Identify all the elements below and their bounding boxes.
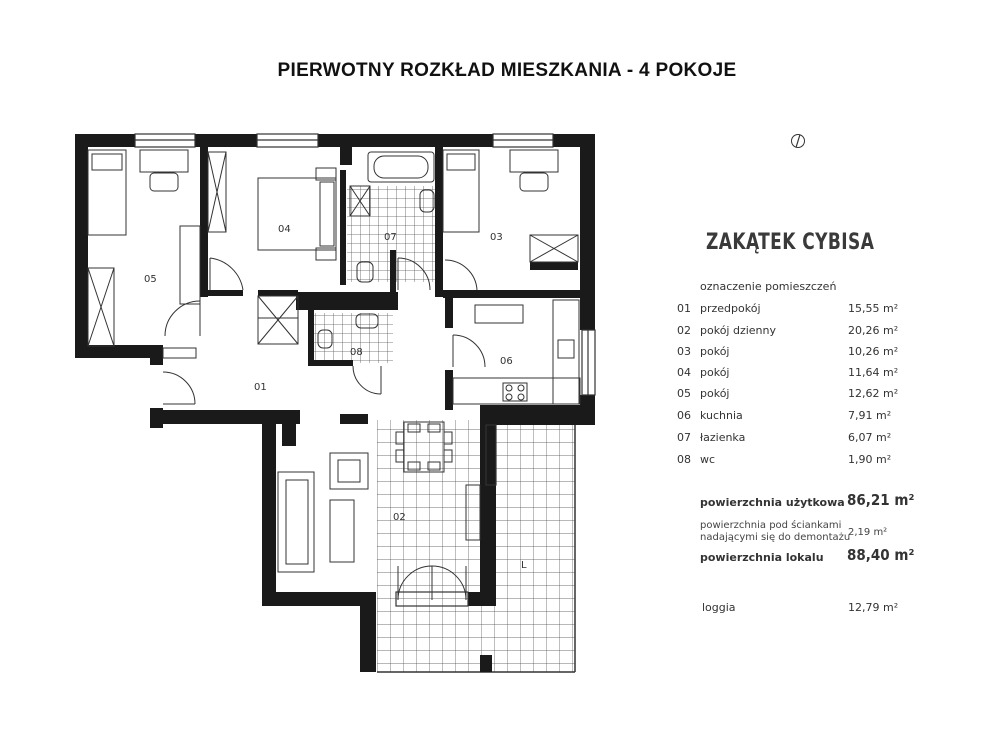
walls-area-label-1: powierzchnia pod ściankami xyxy=(700,520,842,531)
room-name: kuchnia xyxy=(700,409,743,422)
legend-row xyxy=(677,345,917,363)
room-number: 05 xyxy=(677,387,691,400)
legend-row xyxy=(677,387,917,405)
total-area-label: powierzchnia lokalu xyxy=(700,551,824,564)
usable-area-value: 86,21 m² xyxy=(847,491,915,509)
room-area: 15,55 m² xyxy=(848,302,899,315)
room-label-05: 05 xyxy=(144,274,157,285)
room-name: pokój xyxy=(700,387,730,400)
legend-row xyxy=(677,453,917,471)
loggia-label: loggia xyxy=(702,601,736,614)
legend-row xyxy=(677,409,917,427)
loggia xyxy=(360,420,575,672)
room-label-01: 01 xyxy=(254,382,267,393)
room-label-03: 03 xyxy=(490,232,503,243)
room-name: pokój dzienny xyxy=(700,324,777,337)
room-label-02: 02 xyxy=(393,512,406,523)
loggia-mark: L xyxy=(521,560,527,571)
legend-row xyxy=(677,366,917,384)
legend-row xyxy=(677,431,917,449)
room-name: pokój xyxy=(700,366,730,379)
compass-icon xyxy=(790,133,806,149)
room-number: 03 xyxy=(677,345,691,358)
legend-row xyxy=(677,324,917,342)
page-title: PIERWOTNY ROZKŁAD MIESZKANIA - 4 POKOJE xyxy=(277,60,737,81)
usable-area-label: powierzchnia użytkowa xyxy=(700,496,845,509)
room-number: 07 xyxy=(677,431,691,444)
brand-name: ZAKĄTEK CYBISA xyxy=(706,230,875,255)
room-name: pokój xyxy=(700,345,730,358)
room-name: przedpokój xyxy=(700,302,761,315)
total-area-value: 88,40 m² xyxy=(847,546,915,564)
room-area: 7,91 m² xyxy=(848,409,892,422)
legend-heading: oznaczenie pomieszczeń xyxy=(700,280,837,293)
room-label-08: 08 xyxy=(350,347,363,358)
room-label-07: 07 xyxy=(384,232,397,243)
room-number: 04 xyxy=(677,366,691,379)
room-number: 01 xyxy=(677,302,691,315)
room-area: 10,26 m² xyxy=(848,345,899,358)
room-area: 1,90 m² xyxy=(848,453,892,466)
room-area: 20,26 m² xyxy=(848,324,899,337)
room-area: 6,07 m² xyxy=(848,431,892,444)
walls-area-label-2: nadającymi się do demontażu xyxy=(700,532,851,543)
room-label-06: 06 xyxy=(500,356,513,367)
room-area: 12,62 m² xyxy=(848,387,899,400)
room-name: łazienka xyxy=(700,431,746,444)
room-label-04: 04 xyxy=(278,224,291,235)
walls-area-value: 2,19 m² xyxy=(848,527,888,538)
loggia-value: 12,79 m² xyxy=(848,601,899,614)
room-number: 06 xyxy=(677,409,691,422)
room-number: 08 xyxy=(677,453,691,466)
room-area: 11,64 m² xyxy=(848,366,899,379)
room-number: 02 xyxy=(677,324,691,337)
legend-row xyxy=(677,302,917,320)
room-name: wc xyxy=(700,453,716,466)
